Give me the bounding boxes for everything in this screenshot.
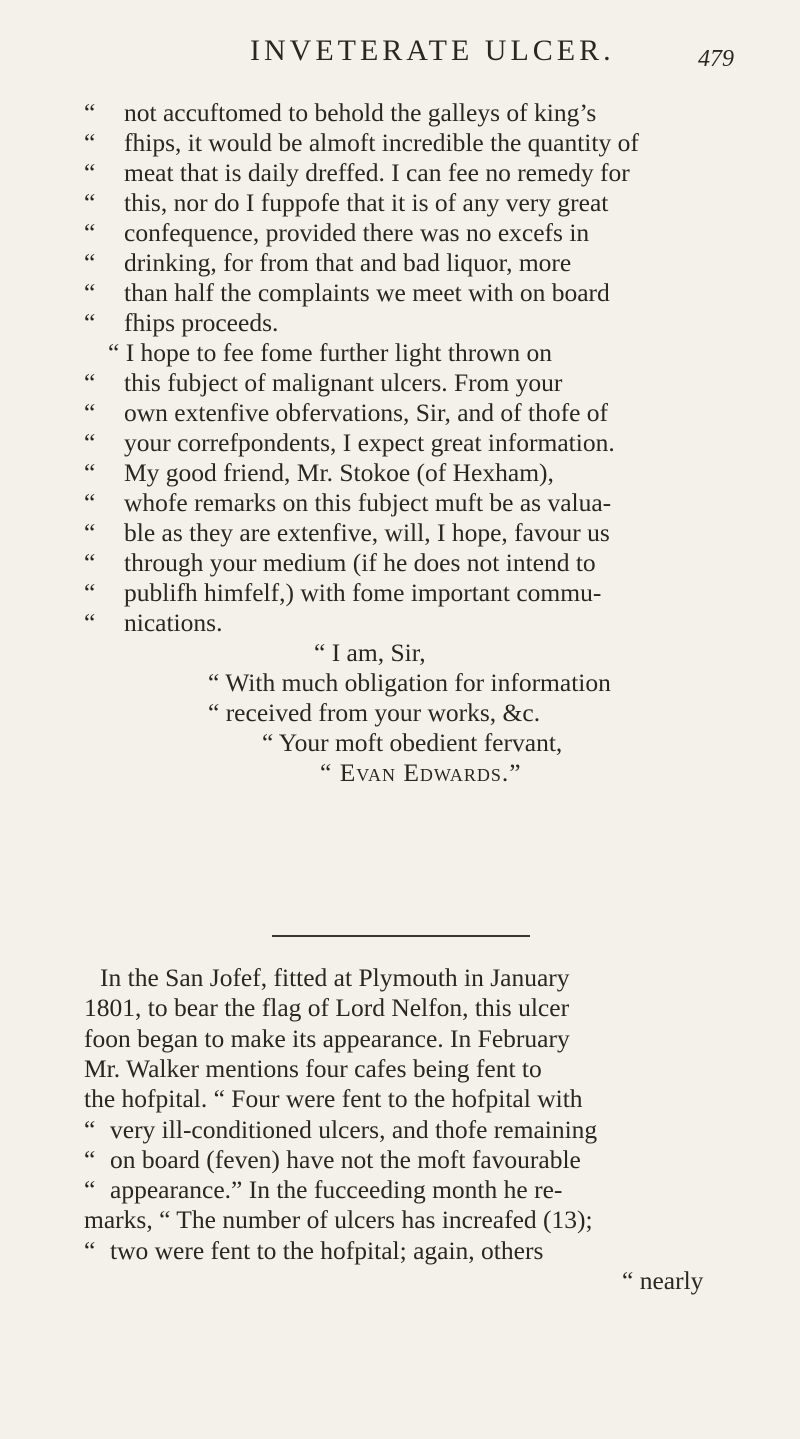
line-text: “ I hope to fee fome further light thrown on xyxy=(108,338,552,367)
text-line xyxy=(84,578,724,608)
line-quote-mark: “ xyxy=(84,188,96,217)
text-line xyxy=(84,248,724,278)
catchword xyxy=(622,1266,742,1296)
line-text: foon began to make its appearance. In February xyxy=(84,1024,570,1053)
signature-line xyxy=(320,758,724,788)
text-line xyxy=(84,488,724,518)
line-quote-mark: “ xyxy=(84,488,96,517)
text-line xyxy=(84,128,724,158)
closing-text: “ Evan Edwards.” xyxy=(320,758,522,787)
section-divider xyxy=(272,935,530,937)
line-quote-mark: “ xyxy=(84,578,96,607)
closing-line xyxy=(314,638,724,668)
line-text: two were fent to the hofpital; again, others xyxy=(110,1236,544,1265)
text-line xyxy=(84,1205,724,1235)
line-quote-mark: “ xyxy=(84,368,96,397)
text-line xyxy=(84,1145,724,1175)
line-text: whofe remarks on this fubject muft be as valua- xyxy=(124,488,612,517)
text-line xyxy=(84,1236,724,1266)
text-line xyxy=(84,458,724,488)
line-quote-mark: “ xyxy=(84,248,96,277)
closing-text: “ With much obligation for information xyxy=(208,668,611,697)
closing-text: “ Your moft obedient fervant, xyxy=(262,728,563,757)
line-text: the hofpital. “ Four were fent to the hofpital with xyxy=(84,1084,583,1113)
text-line xyxy=(84,338,724,368)
line-text: through your medium (if he does not intend to xyxy=(124,548,596,577)
text-line xyxy=(100,963,740,993)
text-line xyxy=(84,518,724,548)
text-line xyxy=(84,1084,724,1114)
line-quote-mark: “ xyxy=(84,1145,96,1174)
text-line xyxy=(84,1175,724,1205)
line-text: fhips proceeds. xyxy=(124,308,279,337)
line-quote-mark: “ xyxy=(84,218,96,247)
line-text: confequence, provided there was no excefs in xyxy=(124,218,590,247)
line-text: In the San Jofef, fitted at Plymouth in January xyxy=(100,963,570,992)
text-line xyxy=(84,428,724,458)
text-line xyxy=(84,98,724,128)
line-quote-mark: “ xyxy=(84,1115,96,1144)
line-quote-mark: “ xyxy=(84,1175,96,1204)
line-quote-mark: “ xyxy=(84,98,96,127)
text-line xyxy=(84,368,724,398)
line-text: My good friend, Mr. Stokoe (of Hexham), xyxy=(124,458,554,487)
line-quote-mark: “ xyxy=(84,278,96,307)
text-line xyxy=(84,608,724,638)
line-quote-mark: “ xyxy=(84,548,96,577)
text-line xyxy=(84,158,724,188)
line-quote-mark: “ xyxy=(84,1236,96,1265)
line-text: this fubject of malignant ulcers. From your xyxy=(124,368,563,397)
line-text: marks, “ The number of ulcers has increafed (13); xyxy=(84,1205,593,1234)
text-line xyxy=(84,398,724,428)
line-quote-mark: “ xyxy=(84,398,96,427)
line-text: drinking, for from that and bad liquor, more xyxy=(124,248,572,277)
text-line xyxy=(84,548,724,578)
line-text: 1801, to bear the flag of Lord Nelfon, this ulcer xyxy=(84,993,570,1022)
line-quote-mark: “ xyxy=(84,158,96,187)
line-quote-mark: “ xyxy=(84,308,96,337)
line-text: than half the complaints we meet with on board xyxy=(124,278,610,307)
line-text: on board (feven) have not the moft favourable xyxy=(110,1145,581,1174)
line-text: your correfpondents, I expect great information. xyxy=(124,428,615,457)
text-line xyxy=(84,278,724,308)
line-text: this, nor do I fuppofe that it is of any very great xyxy=(124,188,609,217)
text-line xyxy=(84,1024,724,1054)
closing-line xyxy=(262,728,724,758)
line-quote-mark: “ xyxy=(84,518,96,547)
text-line xyxy=(84,308,724,338)
line-text: ble as they are extenfive, will, I hope, favour us xyxy=(124,518,610,547)
line-text: meat that is daily dreffed. I can fee no remedy for xyxy=(124,158,630,187)
line-quote-mark: “ xyxy=(84,458,96,487)
text-line xyxy=(84,218,724,248)
line-text: nications. xyxy=(124,608,223,637)
line-text: Mr. Walker mentions four cafes being fent to xyxy=(84,1054,542,1083)
closing-line xyxy=(208,668,724,698)
closing-line xyxy=(208,698,724,728)
line-text: fhips, it would be almoft incredible the quantity of xyxy=(124,128,639,157)
text-line xyxy=(84,1054,724,1084)
catchword-text: “ nearly xyxy=(622,1266,704,1295)
text-line xyxy=(84,993,724,1023)
line-quote-mark: “ xyxy=(84,608,96,637)
line-quote-mark: “ xyxy=(84,128,96,157)
page-header xyxy=(0,28,800,80)
line-quote-mark: “ xyxy=(84,428,96,457)
running-head: INVETERATE ULCER. xyxy=(250,34,615,67)
line-text: own extenfive obfervations, Sir, and of thofe of xyxy=(124,398,609,427)
line-text: not accuftomed to behold the galleys of king’s xyxy=(124,98,597,127)
line-text: publifh himfelf,) with fome important commu- xyxy=(124,578,602,607)
text-line xyxy=(84,188,724,218)
page-number: 479 xyxy=(698,46,734,72)
text-line xyxy=(84,1115,724,1145)
closing-text: “ I am, Sir, xyxy=(314,638,426,667)
closing-text: “ received from your works, &c. xyxy=(208,698,541,727)
line-text: appearance.” In the fucceeding month he re- xyxy=(110,1175,563,1204)
line-text: very ill-conditioned ulcers, and thofe remaining xyxy=(110,1115,598,1144)
